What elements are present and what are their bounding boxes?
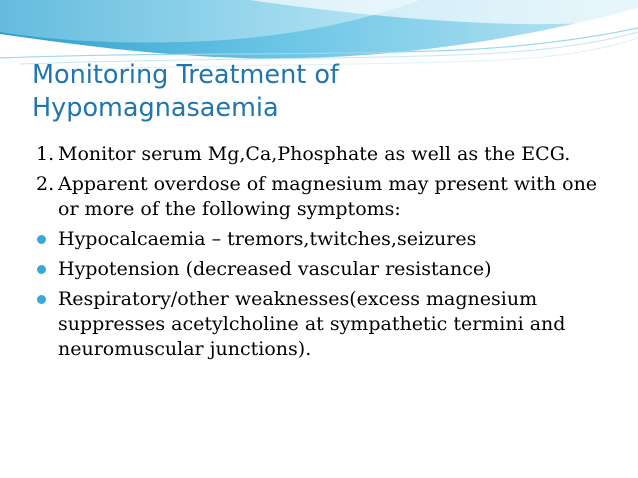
slide-title-line-2: Hypomagnasaemia <box>32 93 279 123</box>
bullet-dot-icon <box>37 265 46 274</box>
bullet-item-respiratory <box>36 287 620 362</box>
bullet-dot-icon <box>37 235 46 244</box>
item-text: Hypocalcaemia – tremors,twitches,seizures <box>58 228 477 250</box>
item-text: Respiratory/other weaknesses(excess magnesium suppresses acetylcholine at sympathetic termini and neuromuscular junctions). <box>58 288 566 360</box>
numbered-item-1 <box>36 142 620 167</box>
item-text: Apparent overdose of magnesium may present with one or more of the following symptoms: <box>58 173 598 220</box>
bullet-item-hypotension <box>36 257 620 282</box>
item-text: Monitor serum Mg,Ca,Phosphate as well as the ECG. <box>58 143 571 165</box>
item-number: 1. <box>36 143 55 165</box>
slide-title <box>32 59 592 125</box>
slide-body-list <box>36 142 620 367</box>
item-text: Hypotension (decreased vascular resistance) <box>58 258 492 280</box>
numbered-item-2 <box>36 172 620 222</box>
bullet-item-hypocalcaemia <box>36 227 620 252</box>
bullet-dot-icon <box>37 295 46 304</box>
slide-title-line-1: Monitoring Treatment of <box>32 60 339 90</box>
item-number: 2. <box>36 173 55 195</box>
